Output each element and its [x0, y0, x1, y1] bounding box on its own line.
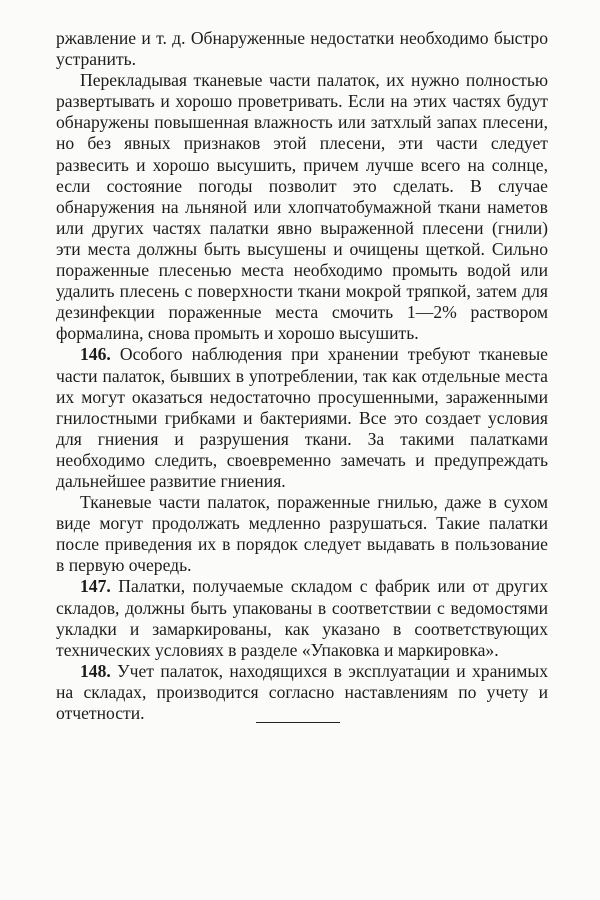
page-text	[56, 28, 548, 724]
paragraph-text: Тканевые части палаток, пораженные гнилью, даже в сухом виде могут продолжать медленно разрушаться. Такие палатки после приведения их в порядок следует выдавать в пользование в первую очередь.	[56, 492, 548, 576]
section-number-146: 146.	[80, 344, 111, 365]
paragraph-text: Перекладывая тканевые части палаток, их нужно полностью развертывать и хорошо проветривать. Если на этих частях будут обнаружены повышенная влажность или затхлый запах плесени, но без явных признаков этой плесени, эти части следует развесить и хорошо высушить, причем лучше всего на солнце, если состояние погоды позволит это сделать. В случае обнаружения на льняной или хлопчатобумажной ткани наметов или других частях палатки явно выраженной плесени (гнили) эти места должны быть высушены и очищены щеткой. Сильно пораженные плесенью места необходимо промыть водой или удалить плесень с поверхности ткани мокрой тряпкой, затем для дезинфекции пораженные места смочить 1—2% раствором формалина, снова промыть и хорошо высушить.	[56, 70, 548, 344]
end-divider-rule	[256, 722, 340, 723]
paragraph-continuation	[56, 28, 548, 70]
paragraph-rot-damage	[56, 492, 548, 576]
paragraph-148	[56, 661, 548, 724]
paragraph-147	[56, 576, 548, 660]
section-number-148: 148.	[80, 660, 111, 681]
paragraph-text: Палатки, получаемые складом с фабрик или от других складов, должны быть упакованы в соответствии с ведомостями укладки и замаркированы, как указано в соответствующих технических условиях в разделе «Упаковка и маркировка».	[56, 576, 548, 660]
paragraph-text: Учет палаток, находящихся в эксплуатации и хранимых на складах, производится согласно наставлениям по учету и отчетности.	[56, 660, 548, 723]
paragraph-tent-drying	[56, 70, 548, 344]
paragraph-text: ржавление и т. д. Обнаруженные недостатки необходимо быстро устранить.	[56, 28, 548, 70]
paragraph-146	[56, 344, 548, 492]
section-number-147: 147.	[80, 576, 111, 597]
paragraph-text: Особого наблюдения при хранении требуют тканевые части палаток, бывших в употреблении, так как отдельные места их могут оказаться недостаточно просушенными, зараженными гнилостными грибками и бактериями. Все это создает условия для гниения и разрушения ткани. За такими палатками необходимо следить, своевременно замечать и предупреждать дальнейшее развитие гниения.	[56, 344, 548, 491]
